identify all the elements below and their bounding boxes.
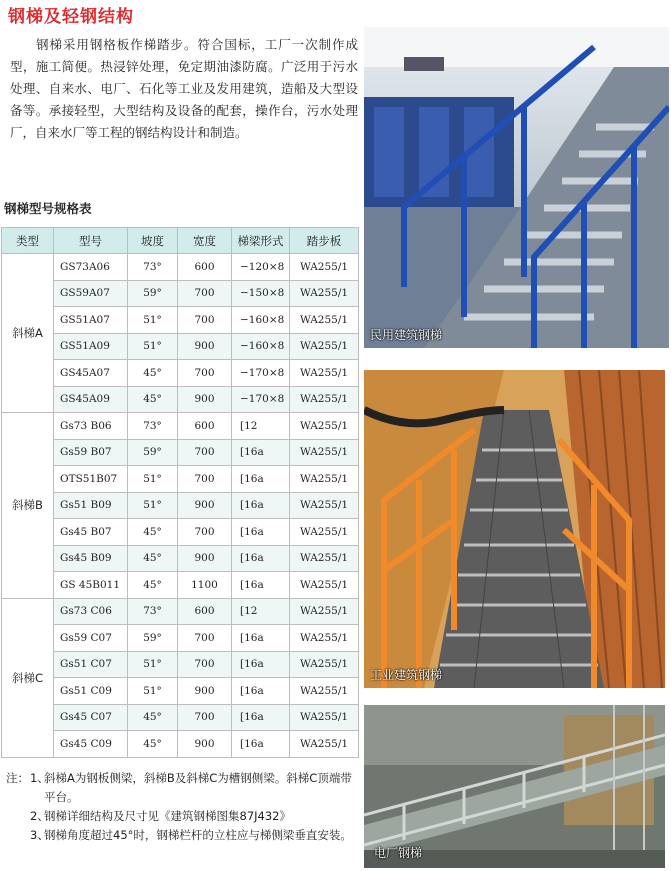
table-cell: WA255/1 bbox=[290, 678, 359, 705]
photo-industrial-stair bbox=[364, 370, 665, 688]
photo-powerplant-stair bbox=[364, 705, 665, 868]
table-row bbox=[2, 466, 359, 493]
table-row bbox=[2, 307, 359, 334]
table-cell: [12 bbox=[232, 598, 290, 625]
table-row bbox=[2, 254, 359, 281]
table-cell: 51° bbox=[128, 492, 178, 519]
table-cell: [16a bbox=[232, 704, 290, 731]
table-cell: WA255/1 bbox=[290, 386, 359, 413]
type-cell: 斜梯B bbox=[2, 413, 54, 599]
table-row bbox=[2, 439, 359, 466]
photo-civil-stair bbox=[364, 27, 669, 348]
photo-caption-civil: 民用建筑钢梯 bbox=[370, 328, 443, 342]
table-cell: 51° bbox=[128, 651, 178, 678]
table-cell: [16a bbox=[232, 651, 290, 678]
header-slope: 坡度 bbox=[128, 228, 178, 254]
table-cell: GS45A07 bbox=[54, 360, 128, 387]
civil-stair-illustration bbox=[364, 27, 669, 348]
table-cell: 73° bbox=[128, 598, 178, 625]
table-cell: 700 bbox=[178, 280, 232, 307]
table-cell: 700 bbox=[178, 439, 232, 466]
notes bbox=[6, 769, 358, 845]
table-cell: 45° bbox=[128, 572, 178, 599]
header-tread: 踏步板 bbox=[290, 228, 359, 254]
table-cell: 900 bbox=[178, 545, 232, 572]
table-cell: WA255/1 bbox=[290, 651, 359, 678]
table-cell: 600 bbox=[178, 598, 232, 625]
table-cell: 600 bbox=[178, 254, 232, 281]
spec-table bbox=[1, 227, 359, 758]
table-cell: 1100 bbox=[178, 572, 232, 599]
table-cell: [12 bbox=[232, 413, 290, 440]
table-cell: Gs59 B07 bbox=[54, 439, 128, 466]
table-cell: WA255/1 bbox=[290, 333, 359, 360]
table-cell: GS 45B011 bbox=[54, 572, 128, 599]
table-cell: WA255/1 bbox=[290, 254, 359, 281]
table-cell: 59° bbox=[128, 280, 178, 307]
table-cell: 45° bbox=[128, 545, 178, 572]
table-cell: [16a bbox=[232, 678, 290, 705]
table-cell: Gs45 B09 bbox=[54, 545, 128, 572]
photo-caption-industrial: 工业建筑钢梯 bbox=[370, 668, 443, 682]
note-3: 3、 钢梯角度超过45°时，钢梯栏杆的立柱应与梯侧梁垂直安装。 bbox=[30, 828, 352, 842]
note-1: 注： 1、 斜梯A为钢板侧梁，斜梯B及斜梯C为槽钢侧梁。斜梯C顶端带平台。 bbox=[6, 769, 358, 807]
note-2: 2、 钢梯详细结构及尺寸见《建筑钢梯图集87J432》 bbox=[30, 809, 291, 823]
table-cell: 51° bbox=[128, 333, 178, 360]
table-cell: Gs59 C07 bbox=[54, 625, 128, 652]
table-cell: 51° bbox=[128, 307, 178, 334]
photo-caption-powerplant: 电厂钢梯 bbox=[374, 846, 423, 860]
table-cell: GS51A07 bbox=[54, 307, 128, 334]
table-cell: 700 bbox=[178, 519, 232, 546]
type-cell: 斜梯A bbox=[2, 254, 54, 413]
table-cell: WA255/1 bbox=[290, 545, 359, 572]
table-cell: 51° bbox=[128, 678, 178, 705]
table-cell: −170×8 bbox=[232, 360, 290, 387]
table-cell: 45° bbox=[128, 360, 178, 387]
table-cell: 700 bbox=[178, 625, 232, 652]
notes-label: 注： bbox=[6, 771, 29, 785]
table-cell: WA255/1 bbox=[290, 625, 359, 652]
table-cell: WA255/1 bbox=[290, 572, 359, 599]
table-cell: [16a bbox=[232, 625, 290, 652]
page-title: 钢梯及轻钢结构 bbox=[8, 7, 134, 27]
table-cell: [16a bbox=[232, 466, 290, 493]
table-cell: −160×8 bbox=[232, 333, 290, 360]
table-cell: [16a bbox=[232, 572, 290, 599]
table-cell: WA255/1 bbox=[290, 280, 359, 307]
table-cell: Gs45 B07 bbox=[54, 519, 128, 546]
industrial-stair-illustration bbox=[364, 370, 665, 688]
table-row bbox=[2, 360, 359, 387]
table-cell: [16a bbox=[232, 519, 290, 546]
table-cell: 700 bbox=[178, 360, 232, 387]
table-cell: [16a bbox=[232, 492, 290, 519]
table-row bbox=[2, 333, 359, 360]
table-cell: 59° bbox=[128, 625, 178, 652]
table-row bbox=[2, 545, 359, 572]
table-cell: Gs73 C06 bbox=[54, 598, 128, 625]
table-cell: [16a bbox=[232, 545, 290, 572]
table-cell: 700 bbox=[178, 466, 232, 493]
table-row bbox=[2, 731, 359, 758]
table-cell: GS73A06 bbox=[54, 254, 128, 281]
table-cell: Gs45 C07 bbox=[54, 704, 128, 731]
type-cell: 斜梯C bbox=[2, 598, 54, 757]
table-cell: 900 bbox=[178, 386, 232, 413]
table-row bbox=[2, 651, 359, 678]
table-cell: GS45A09 bbox=[54, 386, 128, 413]
header-width: 宽度 bbox=[178, 228, 232, 254]
table-cell: Gs73 B06 bbox=[54, 413, 128, 440]
table-cell: −160×8 bbox=[232, 307, 290, 334]
table-row bbox=[2, 572, 359, 599]
table-cell: Gs51 B09 bbox=[54, 492, 128, 519]
header-model: 型号 bbox=[54, 228, 128, 254]
table-row bbox=[2, 386, 359, 413]
header-type: 类型 bbox=[2, 228, 54, 254]
table-cell: WA255/1 bbox=[290, 731, 359, 758]
table-cell: WA255/1 bbox=[290, 519, 359, 546]
spec-table-title: 钢梯型号规格表 bbox=[4, 201, 92, 216]
table-cell: WA255/1 bbox=[290, 492, 359, 519]
table-cell: 700 bbox=[178, 651, 232, 678]
table-cell: 900 bbox=[178, 333, 232, 360]
table-cell: 45° bbox=[128, 386, 178, 413]
table-cell: −170×8 bbox=[232, 386, 290, 413]
table-row bbox=[2, 598, 359, 625]
table-row bbox=[2, 704, 359, 731]
table-cell: 900 bbox=[178, 492, 232, 519]
table-cell: Gs51 C09 bbox=[54, 678, 128, 705]
table-cell: −150×8 bbox=[232, 280, 290, 307]
table-header-row bbox=[2, 228, 359, 254]
table-cell: 900 bbox=[178, 678, 232, 705]
table-cell: 900 bbox=[178, 731, 232, 758]
table-cell: WA255/1 bbox=[290, 598, 359, 625]
table-cell: 59° bbox=[128, 439, 178, 466]
table-cell: 73° bbox=[128, 413, 178, 440]
table-cell: WA255/1 bbox=[290, 439, 359, 466]
table-cell: WA255/1 bbox=[290, 704, 359, 731]
table-cell: 700 bbox=[178, 307, 232, 334]
table-cell: WA255/1 bbox=[290, 413, 359, 440]
intro-paragraph: 钢梯采用钢格板作梯踏步。符合国标，工厂一次制作成型，施工简便。热浸锌处理，免定期油漆防腐。广泛用于污水处理、自来水、电厂、石化等工业及发用建筑，造船及大型设备等。承接轻型，大型结构及设备的配套，操作台，污水处理厂，自来水厂等工程的钢结构设计和制造。 bbox=[10, 37, 358, 140]
table-cell: Gs45 C09 bbox=[54, 731, 128, 758]
table-cell: −120×8 bbox=[232, 254, 290, 281]
table-row bbox=[2, 678, 359, 705]
table-cell: [16a bbox=[232, 439, 290, 466]
table-cell: 600 bbox=[178, 413, 232, 440]
header-beam: 梯梁形式 bbox=[232, 228, 290, 254]
table-row bbox=[2, 625, 359, 652]
table-cell: [16a bbox=[232, 731, 290, 758]
table-cell: WA255/1 bbox=[290, 307, 359, 334]
table-row bbox=[2, 519, 359, 546]
table-row bbox=[2, 413, 359, 440]
table-row bbox=[2, 280, 359, 307]
table-cell: 700 bbox=[178, 704, 232, 731]
table-cell: GS51A09 bbox=[54, 333, 128, 360]
table-cell: Gs51 C07 bbox=[54, 651, 128, 678]
table-cell: 51° bbox=[128, 466, 178, 493]
table-row bbox=[2, 492, 359, 519]
table-cell: WA255/1 bbox=[290, 360, 359, 387]
table-cell: WA255/1 bbox=[290, 466, 359, 493]
table-cell: 45° bbox=[128, 519, 178, 546]
table-cell: OTS51B07 bbox=[54, 466, 128, 493]
table-cell: 45° bbox=[128, 731, 178, 758]
table-cell: 73° bbox=[128, 254, 178, 281]
table-cell: GS59A07 bbox=[54, 280, 128, 307]
table-cell: 45° bbox=[128, 704, 178, 731]
